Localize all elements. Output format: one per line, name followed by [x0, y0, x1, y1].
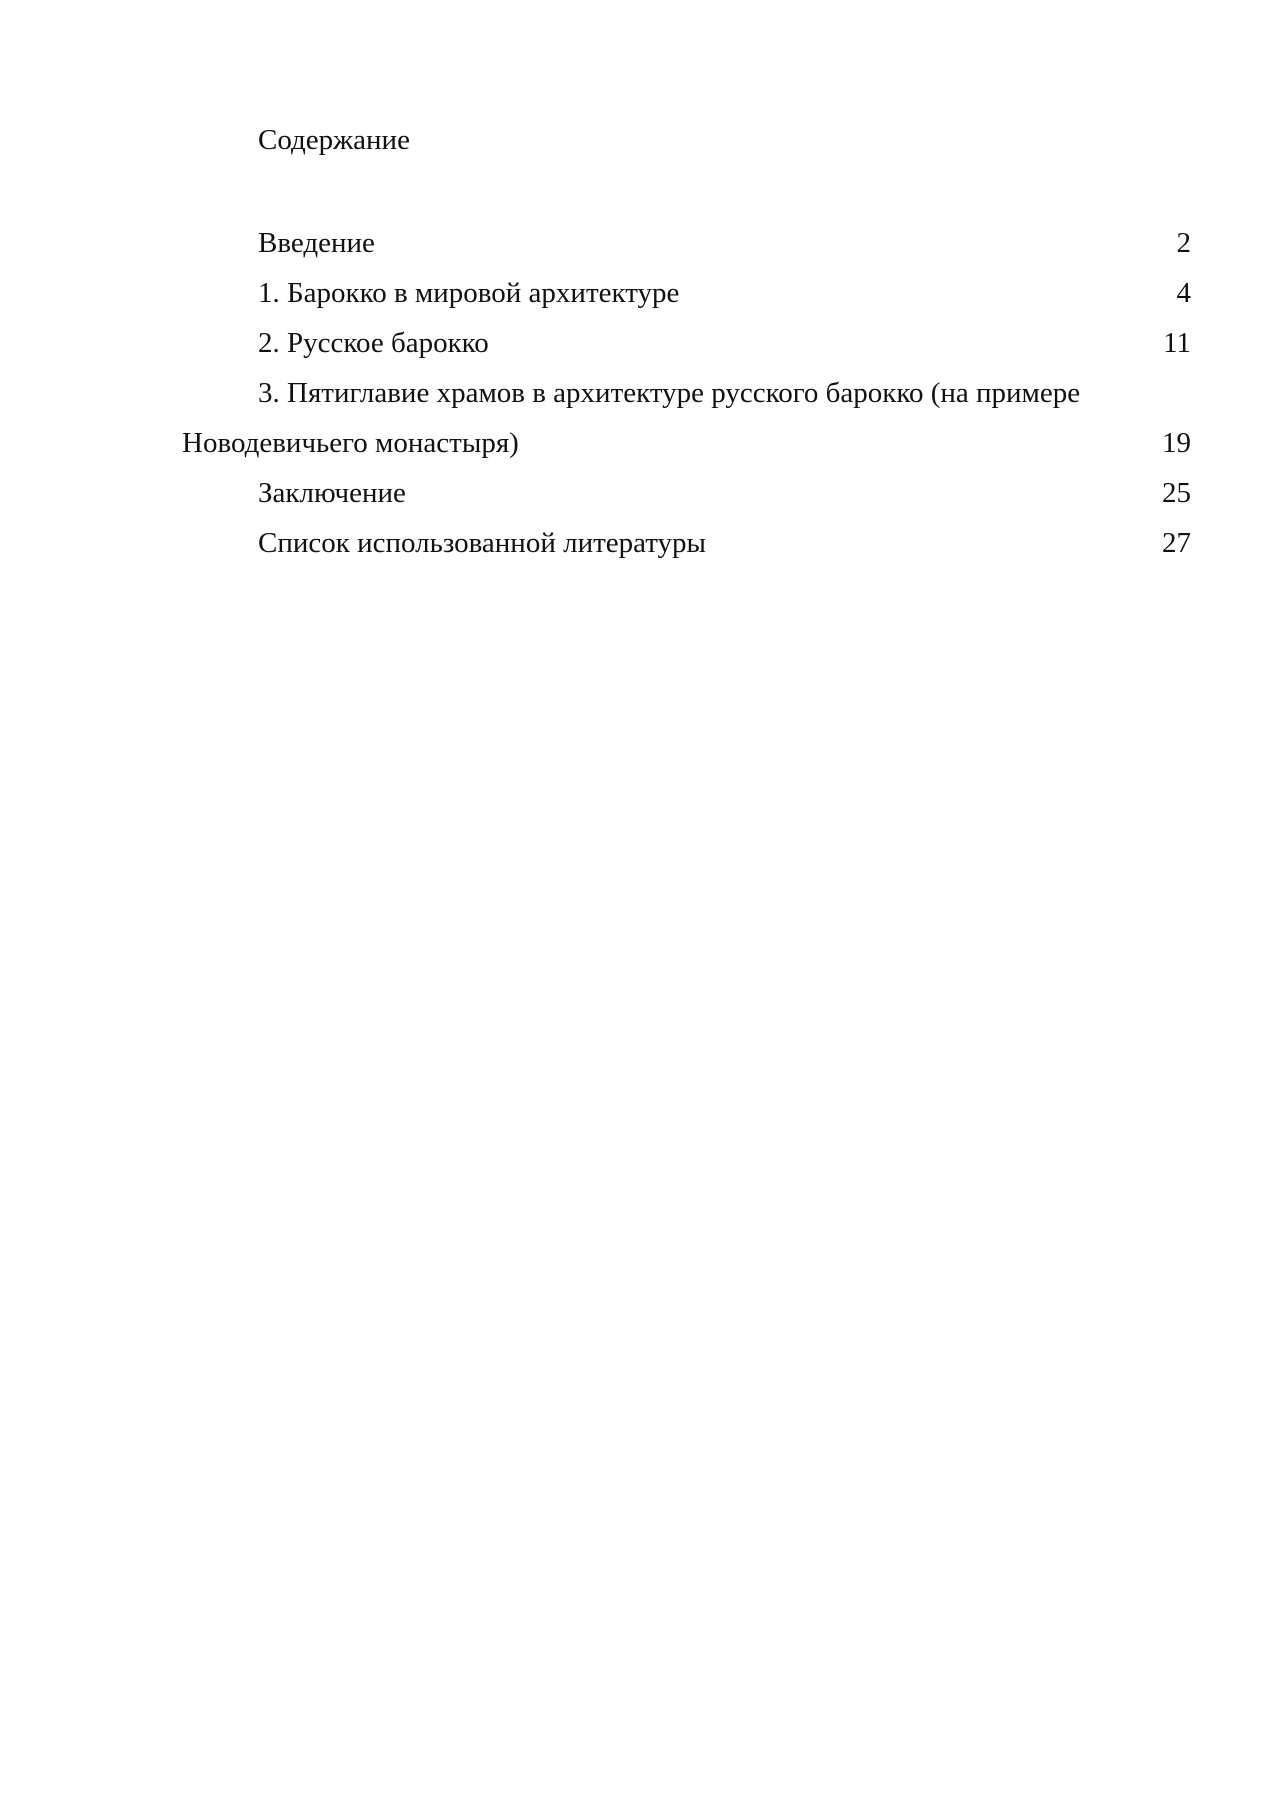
- toc-entry-page-number: 11: [1163, 327, 1191, 359]
- toc-entry-introduction[interactable]: [182, 218, 1191, 268]
- toc-entry-page-number: 2: [1176, 227, 1191, 259]
- toc-entry-chapter-2[interactable]: [182, 318, 1191, 368]
- toc-entry-chapter-1[interactable]: [182, 268, 1191, 318]
- toc-entry-page-number: 27: [1162, 527, 1191, 559]
- toc-entry-label: 2. Русское барокко: [258, 327, 489, 359]
- toc-entry-label: Список использованной литературы: [258, 527, 707, 559]
- toc-entry-label: Введение: [258, 227, 375, 259]
- toc-entry-label: Заключение: [258, 477, 406, 509]
- toc-entry-label-line-1: 3. Пятиглавие храмов в архитектуре русского барокко (на примере: [258, 377, 1081, 409]
- toc-entry-page-number: 25: [1162, 477, 1191, 509]
- toc-entry-bibliography[interactable]: [182, 518, 1191, 568]
- toc-entry-page-number: 19: [1162, 427, 1191, 459]
- toc-entry-label: 1. Барокко в мировой архитектуре: [258, 277, 680, 309]
- toc-entry-label-line-2: Новодевичьего монастыря): [182, 427, 519, 459]
- toc-heading: Содержание: [258, 124, 410, 156]
- toc-entry-chapter-3[interactable]: [182, 368, 1191, 468]
- toc-entry-page-number: 4: [1176, 277, 1191, 309]
- toc-entry-conclusion[interactable]: [182, 468, 1191, 518]
- table-of-contents: [182, 218, 1191, 568]
